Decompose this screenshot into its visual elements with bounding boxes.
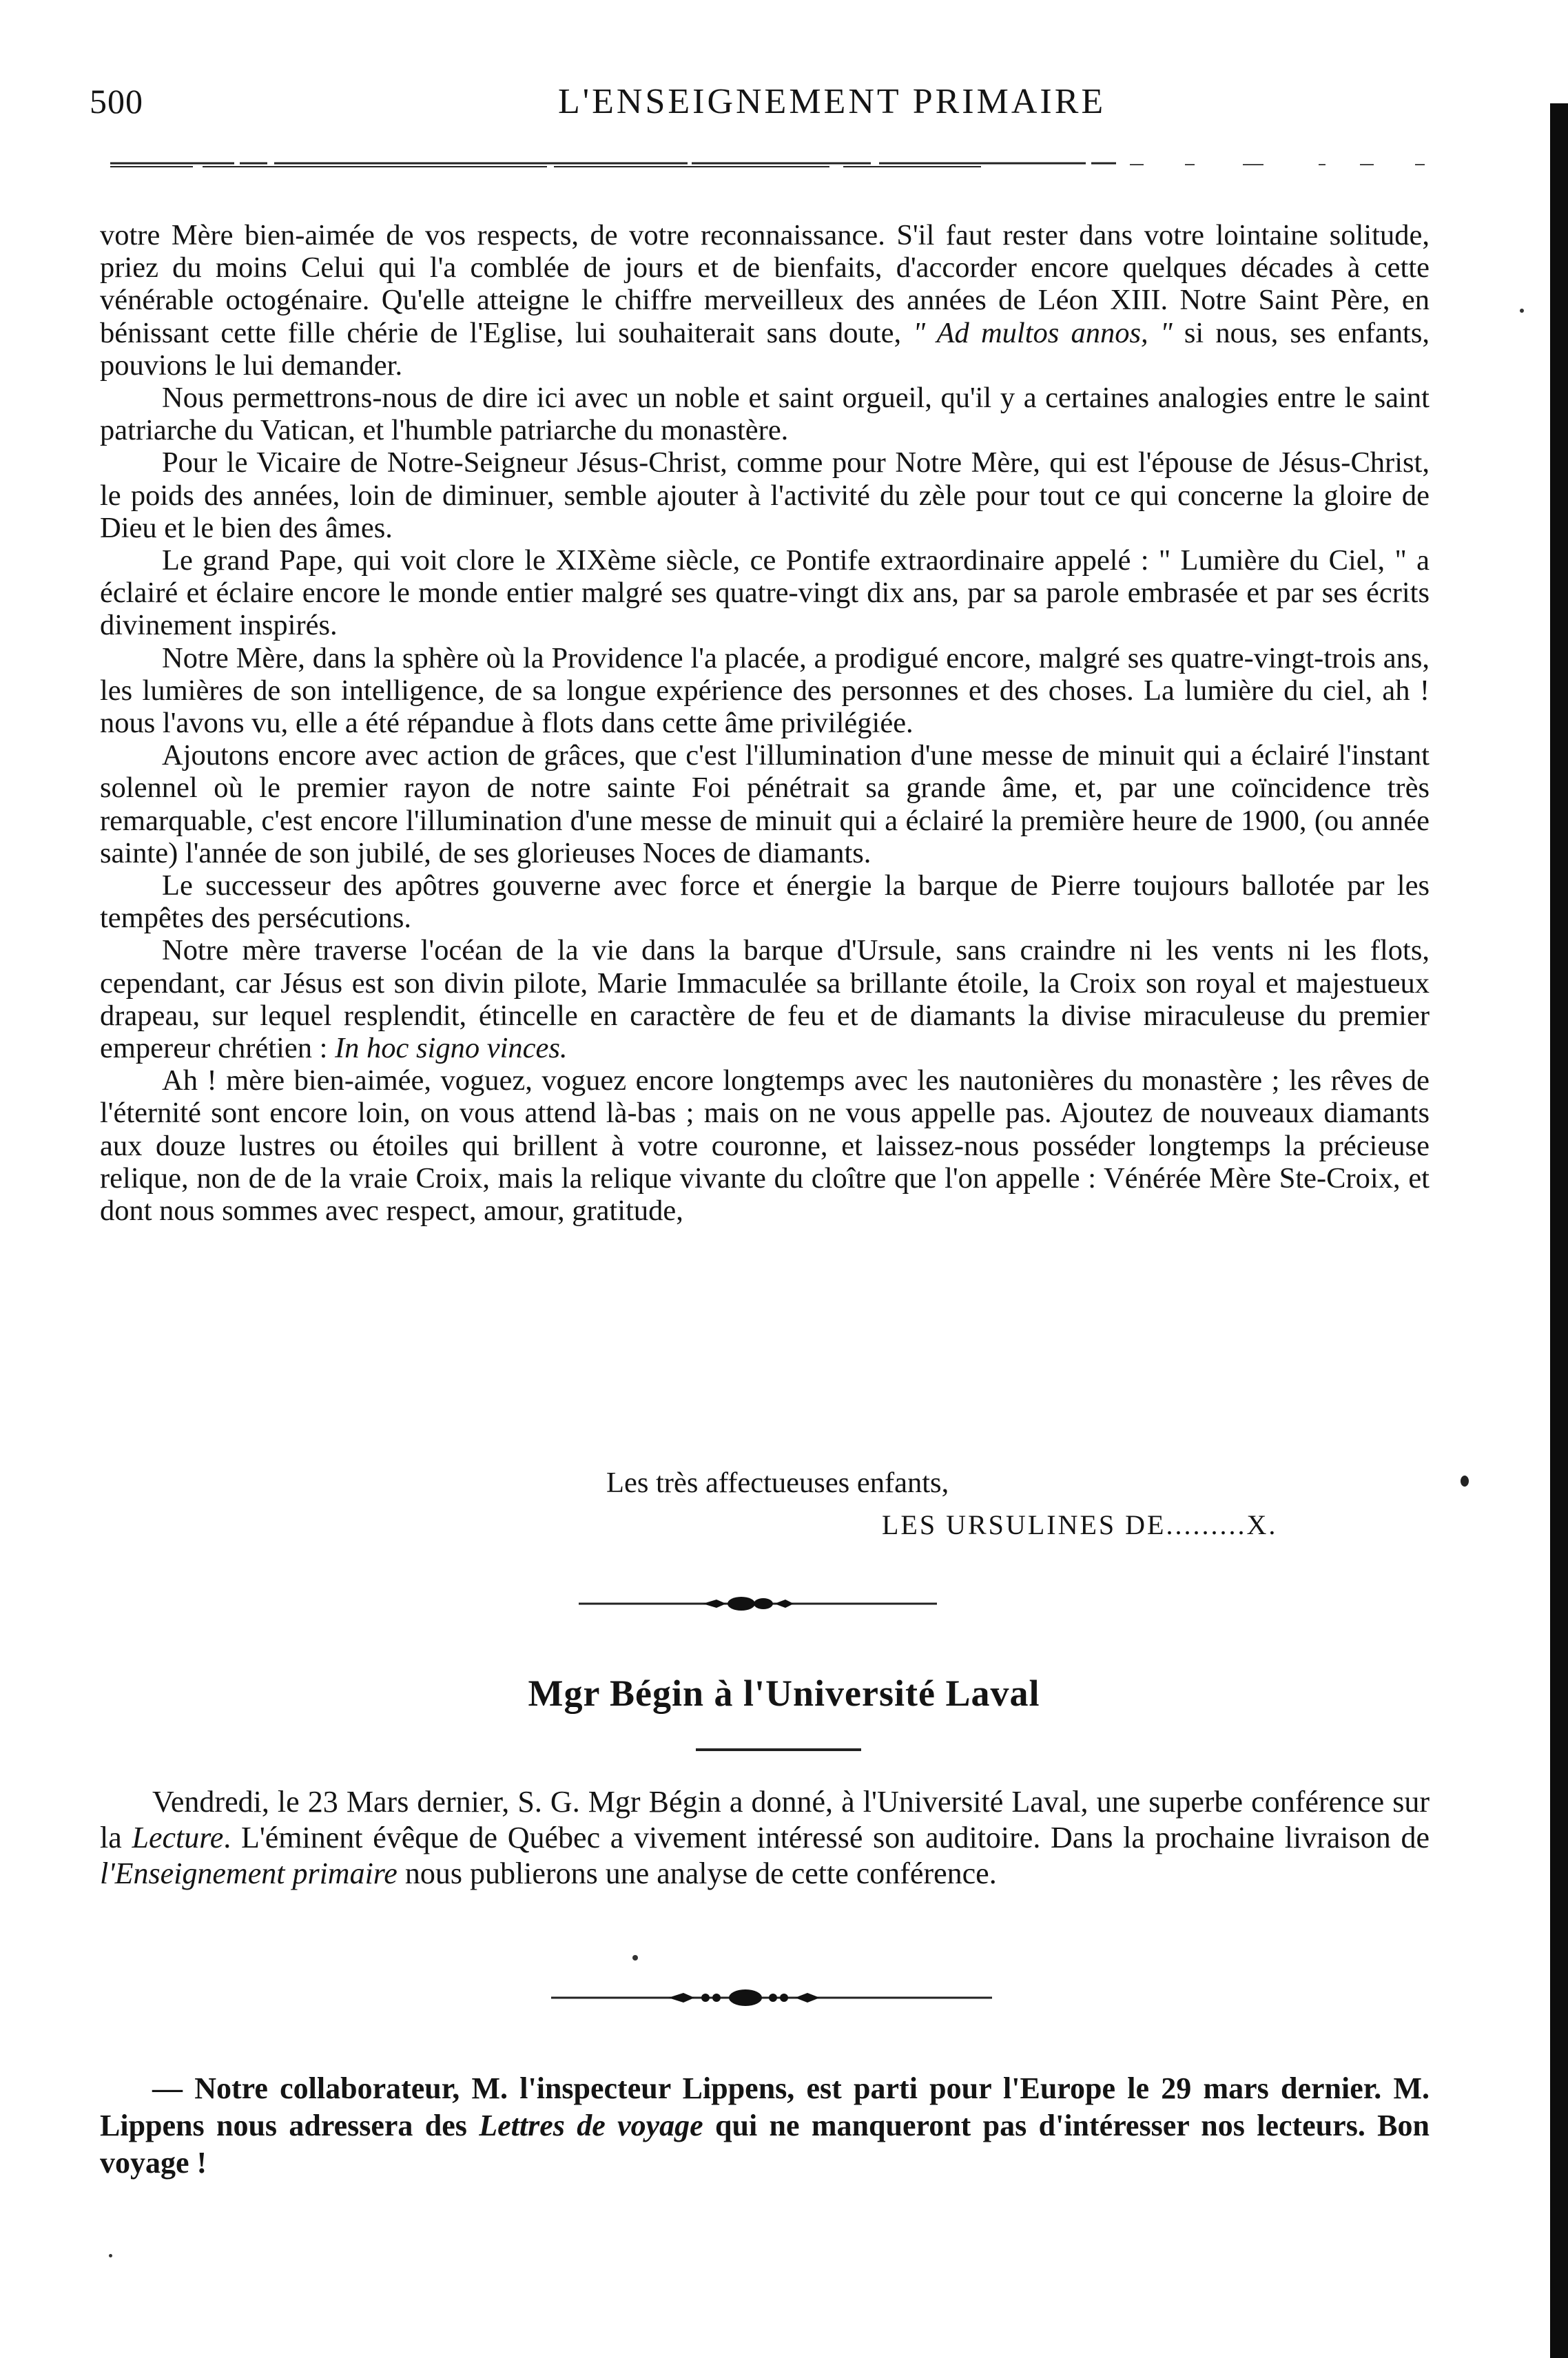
scan-border [1550, 103, 1568, 2358]
letter-paragraph: Ah ! mère bien-aimée, voguez, voguez encore longtemps avec les nautonières du monastère ; les rêves de l'éternité sont encore loin, on vous attend là-bas ; mais on ne vous appelle pas. Ajoutez de nouveaux diamants aux douze lustres ou étoiles qui brillent à votre couronne, et laissez-nous posséder longtemps la précieuse relique, non de de la vraie Croix, mais la relique vivante du cloître que l'on appelle : Vénérée Mère Ste-Croix, et dont nous sommes avec respect, amour, gratitude, [100, 1064, 1430, 1228]
signers-line: LES URSULINES DE.........X. [882, 1509, 1278, 1540]
letter-paragraph: Le grand Pape, qui voit clore le XIXème siècle, ce Pontife extraordinaire appelé : " Lumière du Ciel, " a éclairé et éclaire encore le monde entier malgré ses quatre-vingt dix ans, par sa parole embrasée et par ses écrits divinement inspirés. [100, 544, 1430, 642]
scan-speck [1520, 309, 1524, 313]
italic-term: Lecture [132, 1821, 224, 1854]
article-title: Mgr Bégin à l'Université Laval [528, 1673, 1040, 1714]
italic-term: Lettres de voyage [479, 2109, 703, 2142]
letter-body [100, 219, 1430, 1227]
header-rule [110, 160, 1433, 169]
latin-wish: " Ad multos annos, " [913, 316, 1173, 349]
letter-paragraph: Notre mère traverse l'océan de la vie dans la barque d'Ursule, sans craindre ni les vents ni les flots, cependant, car Jésus est son divin pilote, Marie Immaculée sa brillante étoile, la Croix son royal et majestueux drapeau, sur lequel resplendit, étincelle en caractère de feu et de diamants la divise miraculeuse du premier empereur chrétien : In hoc signo vinces. [100, 934, 1430, 1065]
letter-paragraph: Pour le Vicaire de Notre-Seigneur Jésus-Christ, comme pour Notre Mère, qui est l'épouse de Jésus-Christ, le poids des années, loin de diminuer, semble ajouter à l'activité du zèle pour tout ce qui concerne la gloire de Dieu et le bien des âmes. [100, 446, 1430, 544]
section-divider-ornament [579, 1591, 937, 1616]
letter-paragraph: Le successeur des apôtres gouverne avec force et énergie la barque de Pierre toujours ballotée par les tempêtes des persécutions. [100, 869, 1430, 935]
scan-speck [109, 2254, 112, 2257]
letter-paragraph: Notre Mère, dans la sphère où la Providence l'a placée, a prodigué encore, malgré ses quatre-vingt-trois ans, les lumières de son intelligence, de sa longue expérience des personnes et des choses. La lumière du ciel, ah ! nous l'avons vu, elle a été répandue à flots dans cette âme privilégiée. [100, 641, 1430, 740]
page-number: 500 [90, 82, 143, 121]
article-paragraph: Vendredi, le 23 Mars dernier, S. G. Mgr Bégin a donné, à l'Université Laval, une superbe conférence sur la Lecture. L'éminent évêque de Québec a vivement intéressé son auditoire. Dans la prochaine livraison de l'Enseignement primaire nous publierons une analyse de cette conférence. [100, 1785, 1430, 1890]
ink-mark [1461, 1476, 1469, 1487]
latin-motto: In hoc signo vinces. [335, 1032, 568, 1065]
page-header [90, 81, 1440, 136]
running-title: L'ENSEIGNEMENT PRIMAIRE [558, 82, 1106, 121]
scan-speck [632, 1955, 638, 1961]
letter-paragraph: Ajoutons encore avec action de grâces, que c'est l'illumination d'une messe de minuit qui a éclairé l'instant solennel où le premier rayon de notre sainte Foi pénétrait sa grande âme, et, par une coïncidence très remarquable, c'est encore l'illumination d'une messe de minuit qui a éclairé la première heure de 1900, (ou année sainte) l'année de son jubilé, de ses glorieuses Noces de diamants. [100, 739, 1430, 869]
news-note [100, 2070, 1430, 2182]
closing-line: Les très affectueuses enfants, [606, 1467, 949, 1499]
journal-title: l'Enseignement primaire [100, 1857, 398, 1890]
title-underline [696, 1748, 861, 1751]
article-body [100, 1784, 1430, 1892]
news-paragraph: — Notre collaborateur, M. l'inspecteur Lippens, est parti pour l'Europe le 29 mars dernier. M. Lippens nous adressera des Lettres de voyage qui ne manqueront pas d'intéresser nos lecteurs. Bon voyage ! [100, 2071, 1430, 2180]
letter-paragraph: votre Mère bien-aimée de vos respects, de votre reconnaissance. S'il faut rester dans votre lointaine solitude, priez du moins Celui qui l'a comblée de jours et de bienfaits, d'accorder encore quelques décades à cette vénérable octogénaire. Qu'elle atteigne le chiffre merveilleux des années de Léon XIII. Notre Saint Père, en bénissant cette fille chérie de l'Eglise, lui souhaiterait sans doute, " Ad multos annos, " si nous, ses enfants, pouvions le lui demander. [100, 219, 1430, 382]
section-divider-ornament [551, 1984, 992, 2011]
letter-paragraph: Nous permettrons-nous de dire ici avec un noble et saint orgueil, qu'il y a certaines analogies entre le saint patriarche du Vatican, et l'humble patriarche du monastère. [100, 382, 1430, 447]
